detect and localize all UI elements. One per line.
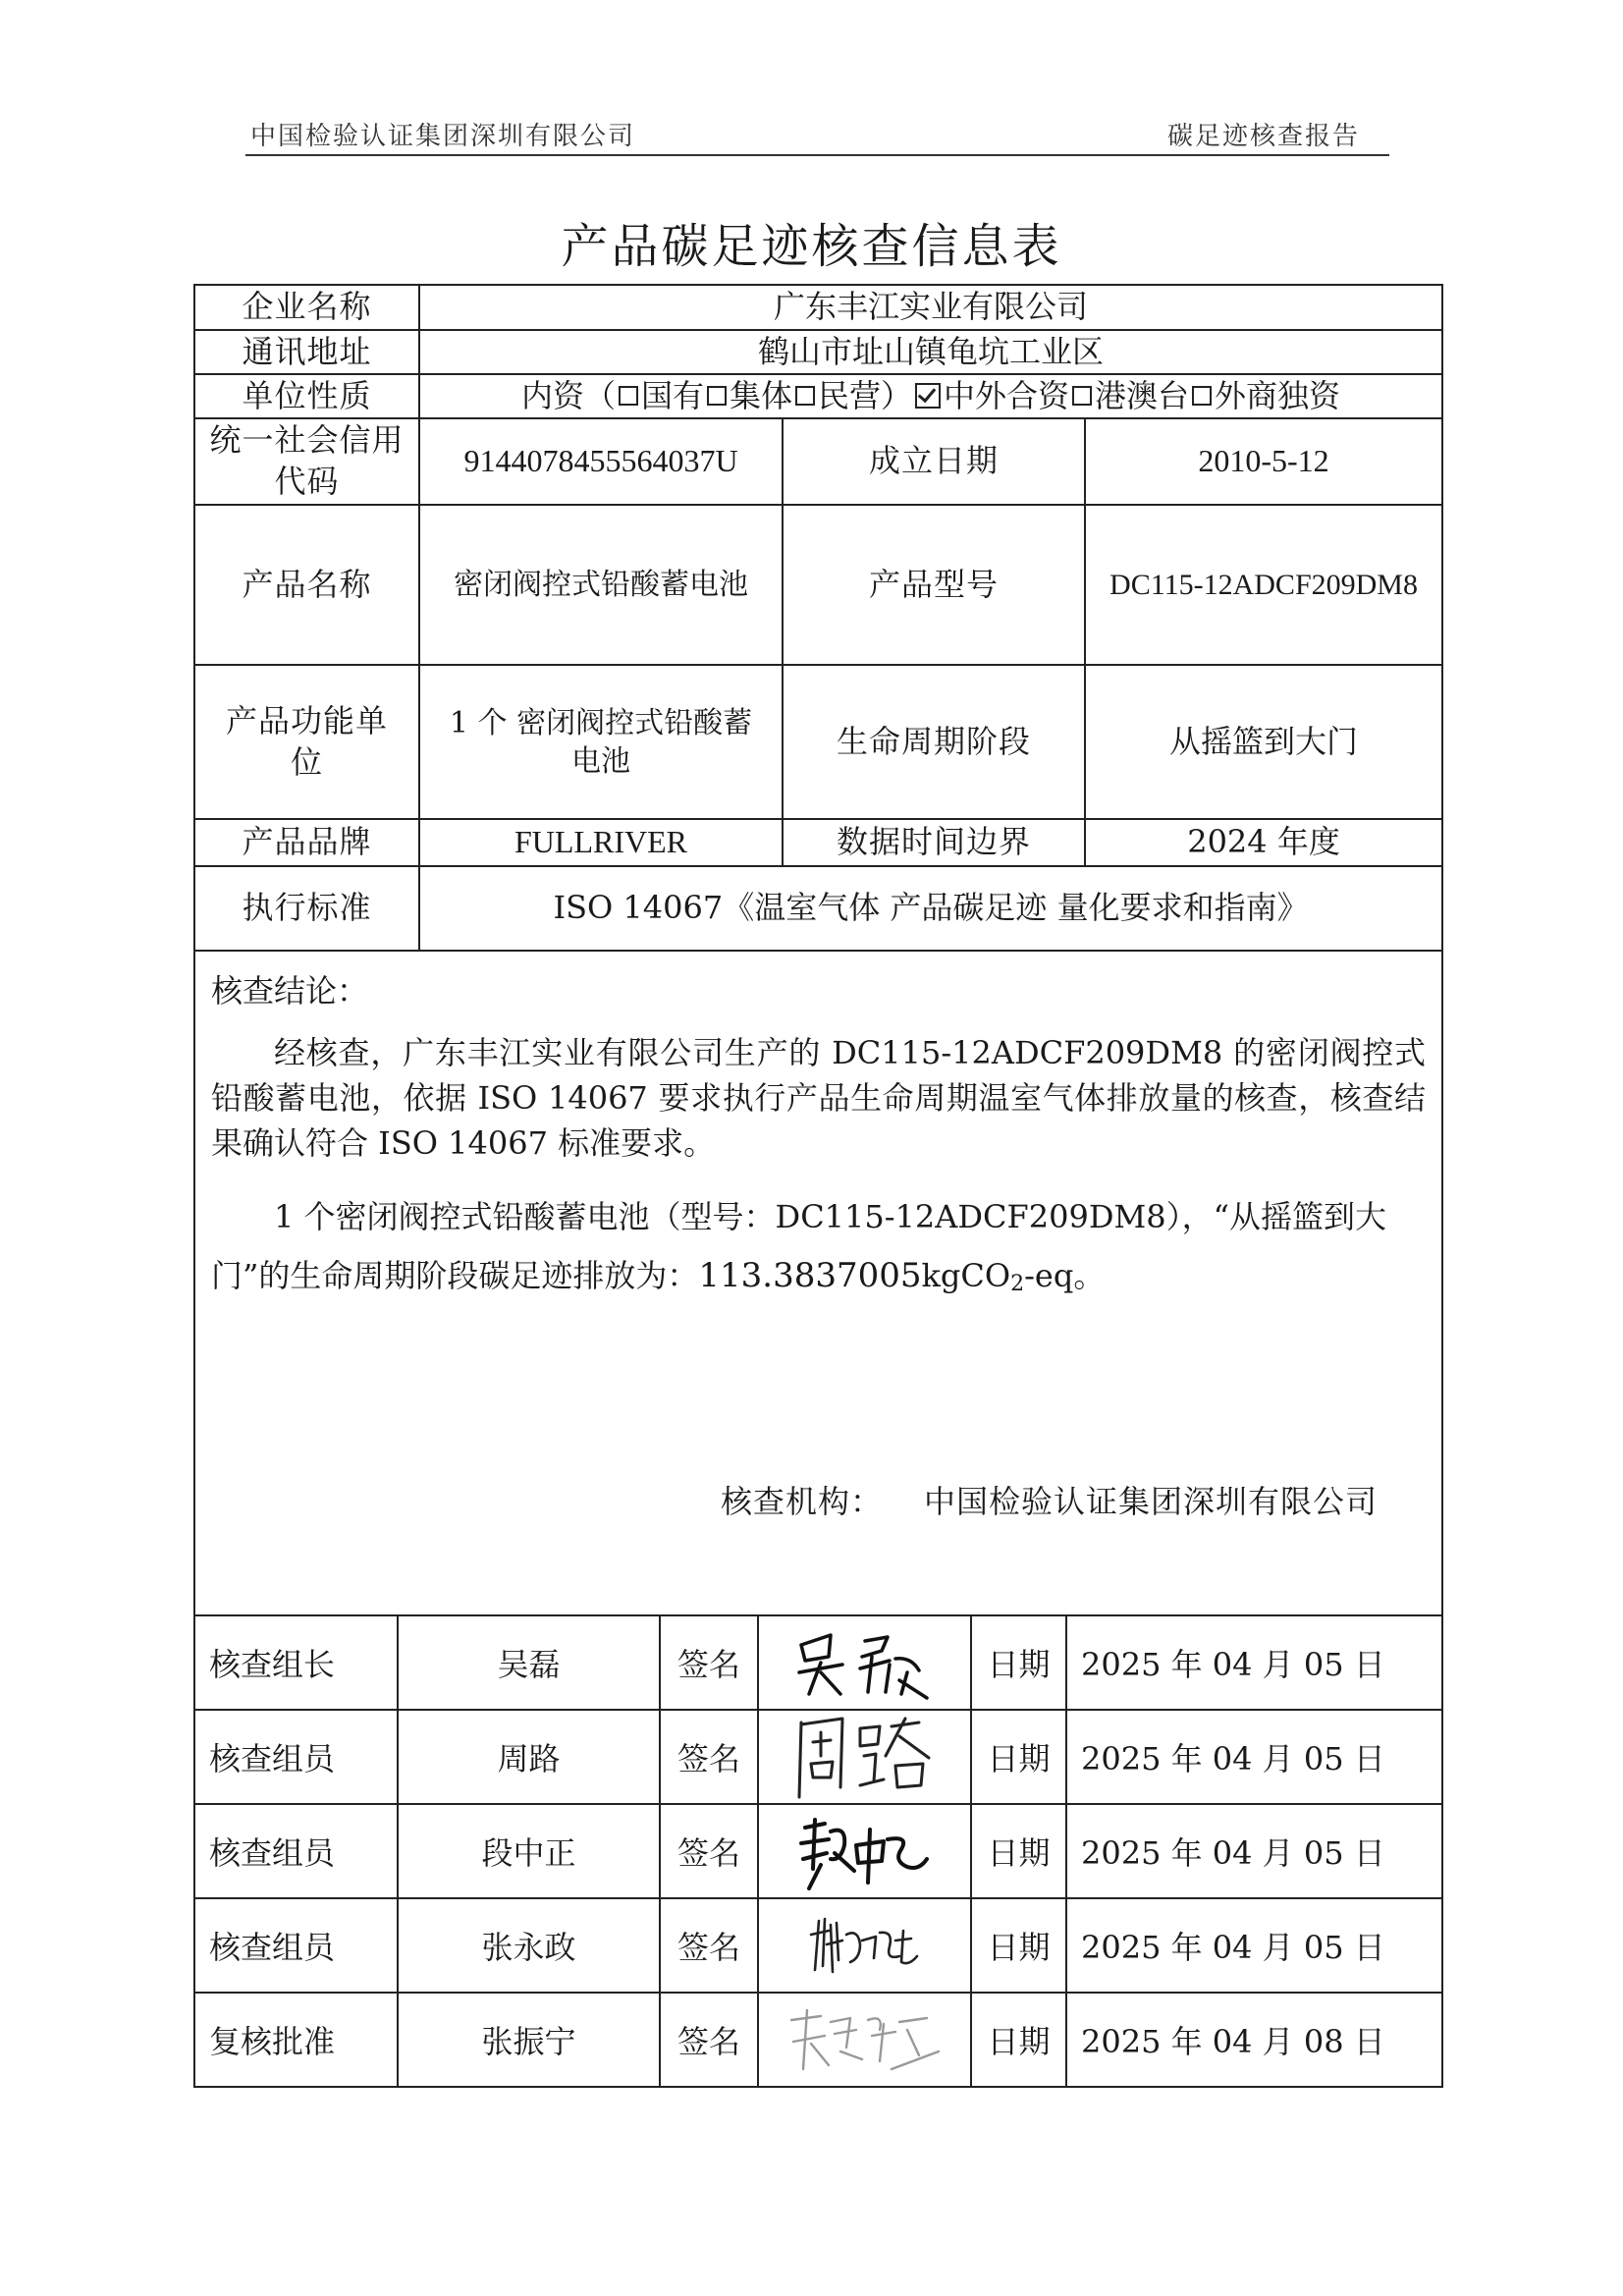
info-table bbox=[193, 284, 1443, 1616]
product-name-label: 产品名称 bbox=[194, 505, 419, 665]
nature-option: 中外合资 bbox=[944, 376, 1070, 414]
conclusion-cell bbox=[194, 951, 1442, 1615]
sign-date: 2025 年 04 月 05 日 bbox=[1066, 1804, 1442, 1898]
date-label: 日期 bbox=[971, 1898, 1066, 1993]
company-address: 鹤山市址山镇龟坑工业区 bbox=[419, 330, 1442, 374]
checkbox-icon bbox=[1192, 386, 1212, 406]
conclusion-heading: 核查结论： bbox=[211, 972, 369, 1010]
member-name: 吴磊 bbox=[398, 1615, 660, 1710]
signature-table bbox=[193, 1614, 1443, 2088]
nature-option: 民营） bbox=[818, 376, 913, 414]
header-report-title: 碳足迹核查报告 bbox=[1166, 122, 1360, 151]
brand-label: 产品品牌 bbox=[194, 819, 419, 866]
handwritten-signature bbox=[758, 1615, 971, 1710]
member-name: 周路 bbox=[398, 1710, 660, 1804]
handwritten-signature bbox=[758, 1993, 971, 2087]
checkbox-icon bbox=[707, 386, 727, 406]
lifecycle-label: 生命周期阶段 bbox=[783, 665, 1085, 819]
product-name: 密闭阀控式铅酸蓄电池 bbox=[419, 505, 783, 665]
lifecycle-stage: 从摇篮到大门 bbox=[1085, 665, 1442, 819]
sign-date: 2025 年 04 月 08 日 bbox=[1066, 1993, 1442, 2087]
functional-unit-label: 产品功能单位 bbox=[194, 665, 419, 819]
member-name: 段中正 bbox=[398, 1804, 660, 1898]
company-nature bbox=[419, 374, 1442, 418]
date-label: 日期 bbox=[971, 1804, 1066, 1898]
page-title: 产品碳足迹核查信息表 bbox=[561, 219, 1062, 274]
sign-date: 2025 年 04 月 05 日 bbox=[1066, 1615, 1442, 1710]
sign-label: 签名 bbox=[660, 1804, 758, 1898]
member-name: 张振宁 bbox=[398, 1993, 660, 2087]
sign-date: 2025 年 04 月 05 日 bbox=[1066, 1710, 1442, 1804]
role: 核查组长 bbox=[194, 1615, 398, 1710]
date-label: 日期 bbox=[971, 1993, 1066, 2087]
credit-code: 9144078455564037U bbox=[419, 418, 783, 505]
header-org: 中国检验认证集团深圳有限公司 bbox=[250, 122, 636, 151]
member-name: 张永政 bbox=[398, 1898, 660, 1993]
date-label: 日期 bbox=[971, 1710, 1066, 1804]
functional-unit: 1 个 密闭阀控式铅酸蓄电池 bbox=[419, 665, 783, 819]
sign-label: 签名 bbox=[660, 1993, 758, 2087]
emission-result-paragraph bbox=[211, 1187, 1426, 1314]
sign-label: 签名 bbox=[660, 1710, 758, 1804]
nature-option: 国有 bbox=[640, 376, 704, 414]
verification-org bbox=[721, 1482, 1378, 1523]
handwritten-signature bbox=[758, 1710, 971, 1804]
standard: ISO 14067《温室气体 产品碳足迹 量化要求和指南》 bbox=[419, 866, 1442, 951]
sentence-end: 。 bbox=[1073, 1257, 1106, 1294]
time-boundary-label: 数据时间边界 bbox=[783, 819, 1085, 866]
handwritten-signature bbox=[758, 1898, 971, 1993]
product-model: DC115-12ADCF209DM8 bbox=[1085, 505, 1442, 665]
nature-label: 单位性质 bbox=[194, 374, 419, 418]
emission-result-text: 1 个密闭阀控式铅酸蓄电池（型号：DC115-12ADCF209DM8），“从摇篮到大门”的生命周期阶段碳足迹排放为： bbox=[211, 1198, 1386, 1294]
company-name: 广东丰江实业有限公司 bbox=[419, 285, 1442, 330]
time-boundary: 2024 年度 bbox=[1085, 819, 1442, 866]
date-label: 日期 bbox=[971, 1615, 1066, 1710]
emission-unit: kgCO2-eq bbox=[921, 1257, 1074, 1296]
role: 复核批准 bbox=[194, 1993, 398, 2087]
nature-option: 港澳台 bbox=[1095, 376, 1190, 414]
conclusion-paragraph: 经核查，广东丰江实业有限公司生产的 DC115-12ADCF209DM8 的密闭阀控式铅酸蓄电池，依据 ISO 14067 要求执行产品生命周期温室气体排放量的核查，核查结果确认符合 ISO 14067 标准要求。 bbox=[211, 1034, 1427, 1162]
nature-option: 集体 bbox=[729, 376, 792, 414]
sign-label: 签名 bbox=[660, 1898, 758, 1993]
emission-value: 113.3837005 bbox=[698, 1256, 922, 1295]
checkbox-icon bbox=[619, 386, 638, 406]
role: 核查组员 bbox=[194, 1710, 398, 1804]
address-label: 通讯地址 bbox=[194, 330, 419, 374]
product-model-label: 产品型号 bbox=[783, 505, 1085, 665]
nature-option: 外商独资 bbox=[1215, 376, 1341, 414]
checkbox-icon bbox=[795, 386, 815, 406]
company-name-label: 企业名称 bbox=[194, 285, 419, 330]
role: 核查组员 bbox=[194, 1804, 398, 1898]
product-brand: FULLRIVER bbox=[419, 819, 783, 866]
org-label: 核查机构： bbox=[721, 1483, 884, 1520]
role: 核查组员 bbox=[194, 1898, 398, 1993]
org-name: 中国检验认证集团深圳有限公司 bbox=[924, 1483, 1379, 1520]
sign-label: 签名 bbox=[660, 1615, 758, 1710]
standard-label: 执行标准 bbox=[194, 866, 419, 951]
nature-prefix: 内资（ bbox=[520, 376, 616, 414]
checked-checkbox-icon bbox=[915, 383, 941, 409]
checkbox-icon bbox=[1072, 386, 1092, 406]
header-divider bbox=[245, 154, 1389, 156]
established-date: 2010-5-12 bbox=[1085, 418, 1442, 505]
handwritten-signature bbox=[758, 1804, 971, 1898]
established-label: 成立日期 bbox=[783, 418, 1085, 505]
credit-code-label: 统一社会信用代码 bbox=[194, 418, 419, 505]
sign-date: 2025 年 04 月 05 日 bbox=[1066, 1898, 1442, 1993]
